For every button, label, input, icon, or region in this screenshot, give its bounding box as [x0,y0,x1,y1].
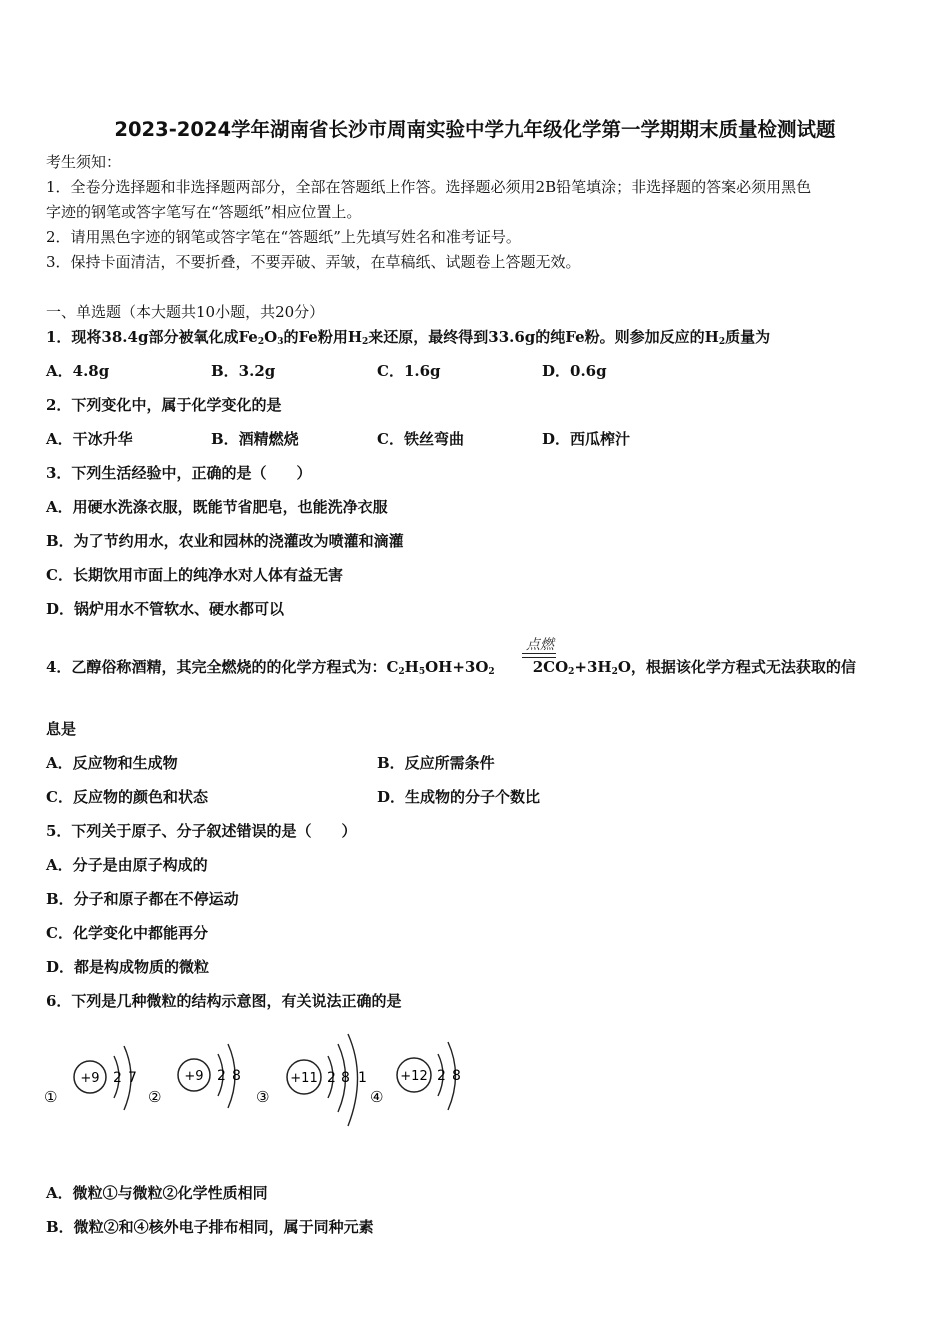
question-4-option-c[interactable]: C．反应物的颜色和状态 [46,788,208,806]
question-1-option-b[interactable]: B．3.2g [211,362,276,380]
particle-label: ② [148,1088,162,1106]
question-1-option-d[interactable]: D．0.6g [542,362,607,380]
question-5-option-d[interactable]: D．都是构成物质的微粒 [46,958,210,976]
question-1-option-c[interactable]: C．1.6g [377,362,441,380]
question-6-option-b[interactable]: B．微粒②和④核外电子排布相同，属于同种元素 [46,1218,374,1236]
shell-electrons: 8 [452,1068,461,1084]
section-heading: 一、单选题（本大题共10小题，共20分） [46,303,325,321]
shell-electrons: 8 [232,1068,241,1084]
question-4-option-d[interactable]: D．生成物的分子个数比 [377,788,541,806]
question-2-option-b[interactable]: B．酒精燃烧 [211,430,299,448]
question-2-option-c[interactable]: C．铁丝弯曲 [377,430,464,448]
question-4-stem: 4．乙醇俗称酒精，其完全燃烧的的化学方程式为：$C_2H_5OH+3O_2$ $2CO_2+3H_2O$，根据该化学方程式无法获取的信 [46,658,856,677]
shell-electrons: 7 [128,1070,137,1086]
question-3-option-b[interactable]: B．为了节约用水，农业和园林的浇灌改为喷灌和滴灌 [46,532,404,550]
shell-electrons: 1 [358,1070,367,1086]
notice-item: 1．全卷分选择题和非选择题两部分，全部在答题纸上作答。选择题必须用2B铅笔填涂；非选择题的答案必须用黑色 [46,178,812,196]
question-6-stem: 6．下列是几种微粒的结构示意图，有关说法正确的是 [46,992,402,1010]
notice-item: 字迹的钢笔或答字笔写在“答题纸”相应位置上。 [46,203,362,221]
question-4-stem-cont: 息是 [46,720,77,738]
particle-4 [370,1042,461,1110]
question-3-option-a[interactable]: A．用硬水洗涤衣服，既能节省肥皂，也能洗净衣服 [46,498,388,516]
question-5-option-a[interactable]: A．分子是由原子构成的 [46,856,208,874]
notice-heading: 考生须知： [46,153,122,171]
shell-electrons: 8 [341,1070,350,1086]
particle-label: ③ [256,1088,270,1106]
question-1-option-a[interactable]: A．4.8g [46,362,110,380]
shell-electrons: 2 [437,1068,446,1084]
question-4-option-a[interactable]: A．反应物和生成物 [46,754,178,772]
nucleus-charge: +9 [80,1071,100,1086]
question-5-option-b[interactable]: B．分子和原子都在不停运动 [46,890,239,908]
notice-item: 3．保持卡面清洁，不要折叠，不要弄破、弄皱，在草稿纸、试题卷上答题无效。 [46,253,581,271]
particle-2 [148,1044,241,1108]
shell-electrons: 2 [327,1070,336,1086]
particle-1 [44,1046,137,1110]
question-6-option-a[interactable]: A．微粒①与微粒②化学性质相同 [46,1184,268,1202]
page-title: 2023-2024学年湖南省长沙市周南实验中学九年级化学第一学期期末质量检测试题 [114,118,836,141]
question-2-stem: 2．下列变化中，属于化学变化的是 [46,396,282,414]
nucleus-charge: +12 [400,1069,428,1084]
question-4-option-b[interactable]: B．反应所需条件 [377,754,495,772]
question-5-option-c[interactable]: C．化学变化中都能再分 [46,924,208,942]
question-2-option-a[interactable]: A．干冰升华 [46,430,133,448]
question-3-option-c[interactable]: C．长期饮用市面上的纯净水对人体有益无害 [46,566,343,584]
nucleus-charge: +11 [290,1071,318,1086]
notice-item: 2．请用黑色字迹的钢笔或答字笔在“答题纸”上先填写姓名和准考证号。 [46,228,521,246]
reaction-condition: 点燃 [526,637,554,653]
shell-electrons: 2 [113,1070,122,1086]
question-2-option-d[interactable]: D．西瓜榨汁 [542,430,631,448]
question-5-stem: 5．下列关于原子、分子叙述错误的是（ ） [46,822,357,840]
reaction-condition-bar [522,653,556,654]
particle-3 [256,1034,367,1126]
question-3-stem: 3．下列生活经验中，正确的是（ ） [46,464,312,482]
shell-electrons: 2 [217,1068,226,1084]
question-3-option-d[interactable]: D．锅炉用水不管软水、硬水都可以 [46,600,285,618]
atom-structure-diagrams [40,1030,480,1140]
question-1-stem: 1．现将38.4g部分被氧化成$Fe_2O_3$的Fe粉用$H_2$来还原，最终得到33.6g的纯Fe粉。则参加反应的$H_2$质量为 [46,328,771,347]
nucleus-charge: +9 [184,1069,204,1084]
particle-label: ① [44,1088,58,1106]
particle-label: ④ [370,1088,384,1106]
